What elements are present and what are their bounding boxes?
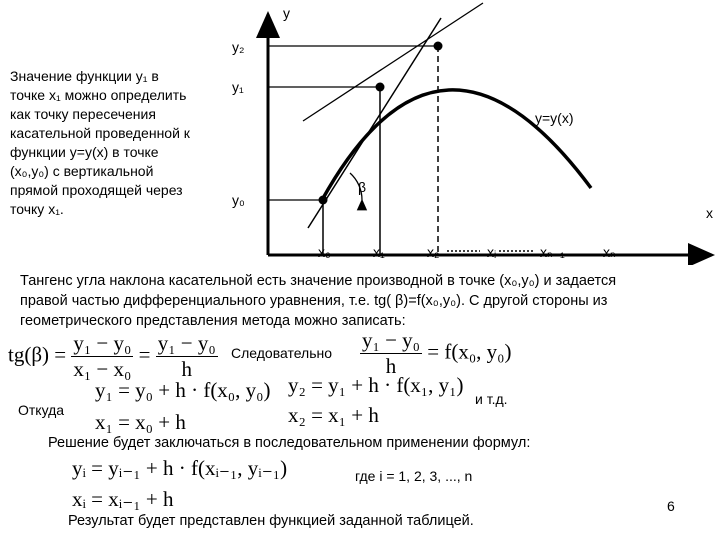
xi-formula: xᵢ = xᵢ₋₁ + h [72, 487, 174, 511]
slope-rhs: = f(x₀, y₀) [427, 339, 512, 364]
fraction-dy-dx [71, 331, 133, 382]
fraction-dy-h-2 [360, 328, 422, 379]
x0-label: x₀ [318, 244, 331, 260]
fraction-denominator: h [385, 354, 397, 378]
left-note-line: точку x₁. [10, 201, 64, 217]
x1-label: x₁ [373, 244, 385, 260]
left-note-line: прямой проходящей через [10, 182, 183, 198]
y1-label: y₁ [232, 79, 244, 95]
left-note-line: точке x₁ можно определить [10, 87, 187, 103]
point-x0-y0 [319, 196, 328, 205]
left-note-line: как точку пересечения [10, 106, 156, 122]
point-x2-y2 [434, 42, 443, 51]
solution-text: Решение будет заключаться в последовательном применении формул: [48, 435, 531, 451]
axis-y-label: y [283, 5, 290, 21]
left-note-line: функции y=y(x) в точке [10, 144, 159, 160]
xn-label: xₙ [603, 244, 616, 260]
axis-x-label: x [706, 205, 713, 221]
xn-1-label: xₙ₋₁ [540, 244, 565, 260]
page-number: 6 [667, 498, 675, 514]
paragraph-line: правой частью дифференциального уравнения, т.е. tg( β)=f(x₀,y₀). С другой стороны из [20, 293, 608, 309]
where-text: где i = 1, 2, 3, ..., n [355, 468, 473, 484]
paragraph-line: геометрического представления метода можно записать: [20, 313, 406, 329]
y2-label: y₂ [232, 39, 245, 55]
tangent-line-1 [308, 18, 441, 228]
y0-label: y₀ [232, 192, 245, 208]
otkuda-label: Откуда [18, 402, 65, 418]
x1-formula: x₁ = x₀ + h [95, 410, 186, 434]
fraction-numerator: y₁ − y₀ [362, 328, 420, 352]
y1-formula: y₁ = y₀ + h · f(x₀, y₀) [95, 378, 271, 402]
equals-sign: = [138, 342, 151, 367]
sledovatelno-label: Следовательно [231, 345, 333, 361]
point-x1-y1 [376, 83, 385, 92]
left-note-line: (x₀,y₀) с вертикальной [10, 163, 154, 179]
slope-formula [360, 328, 511, 379]
fraction-denominator: x₁ − x₀ [73, 357, 132, 381]
tangent-line-2 [303, 3, 483, 121]
fraction-numerator: y₁ − y₀ [157, 331, 216, 355]
tg-lhs: tg(β) = [8, 342, 67, 367]
tangent-formula [8, 331, 218, 382]
angle-label: β [358, 179, 367, 195]
left-note-line: касательной проведенной к [10, 125, 190, 141]
itd-label: и т.д. [475, 391, 508, 407]
left-note-line: Значение функции y₁ в [10, 68, 159, 84]
fraction-numerator: y₁ − y₀ [73, 331, 132, 355]
yi-formula: yᵢ = yᵢ₋₁ + h · f(xᵢ₋₁, yᵢ₋₁) [72, 456, 288, 480]
paragraph-line: Тангенс угла наклона касательной есть значение производной в точке (x₀,y₀) и задается [20, 273, 617, 289]
x2-formula: x₂ = x₁ + h [288, 403, 379, 427]
curve-label: y=y(x) [535, 110, 574, 126]
result-text: Результат будет представлен функцией заданной таблицей. [68, 513, 474, 529]
y2-formula: y₂ = y₁ + h · f(x₁, y₁) [288, 373, 464, 397]
fraction-dy-h [156, 331, 218, 382]
derivative-paragraph [20, 271, 720, 331]
xi-label: xᵢ [487, 244, 497, 260]
euler-method-graph [0, 0, 720, 265]
x2-label: x₂ [427, 244, 440, 260]
fraction-denominator: h [181, 357, 192, 381]
